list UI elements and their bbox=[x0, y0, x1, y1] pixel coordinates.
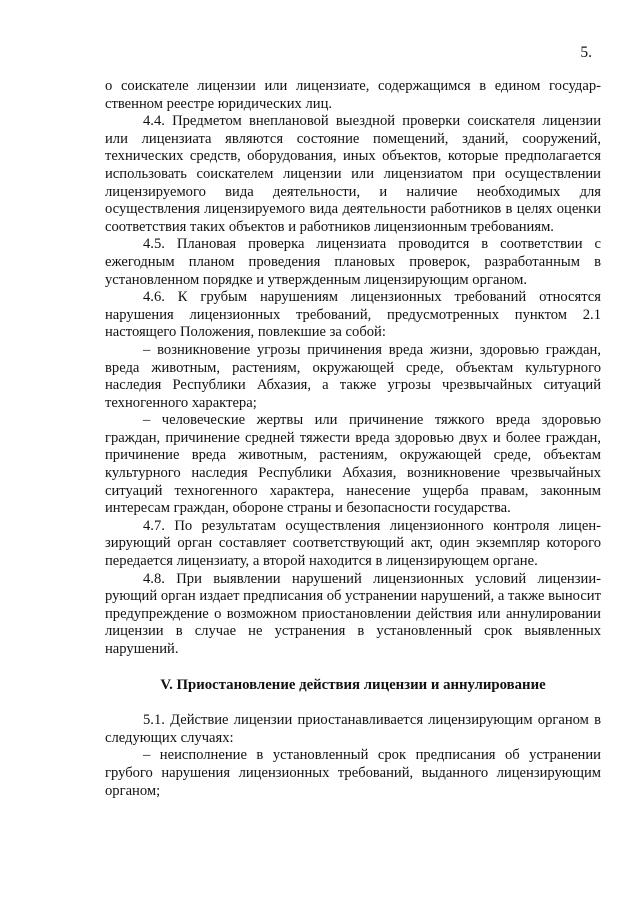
paragraph-4-6: 4.6. К грубым нарушениям лицензионных требований относятся нарушения лицензионных требований, предусмотренных пунктом 2.1 настоящего Положения, повлекшие за собой: bbox=[105, 289, 601, 341]
paragraph-continuation: о соискателе лицензии или лицензиате, содержащимся в едином государственном реестре юридических лиц. bbox=[105, 78, 601, 112]
list-item-4-6-a: – возникновение угрозы причинения вреда жизни, здоровью граждан, вреда животным, растениям, окружающей среде, объектам культурного наследия Республики Абхазия, а также угрозы чрезвычайных ситуаций техногенного характера; bbox=[105, 341, 601, 411]
paragraph-4-7: 4.7. По результатам осуществления лицензионного контроля лицензирующий орган составляет соответствующий акт, один экземпляр которого передается лицензиату, а второй находится в лицензирующем органе. bbox=[105, 517, 601, 570]
list-item-4-6-b: – человеческие жертвы или причинение тяжкого вреда здоровью граждан, причинение средней тяжести вреда здоровью двух и более граждан, причинение вреда животным, растениям, окружающей среде, объектам культурного наследия Республики Абхазия, возникновение чрезвычайных ситуаций техногенного характера, нанесение ущерба правам, законным интересам граждан, обороне страны и безопасности государства. bbox=[105, 412, 601, 517]
paragraph-4-4: 4.4. Предметом внеплановой выездной проверки соискателя лицензии или лицензиата являются состояние помещений, зданий, сооружений, технических средств, оборудования, иных объектов, которые предполагается использовать соискателем лицензии или лицензиатом при осуществлении лицензируемого вида деятельности, и наличие необходимых для осуществления лицензируемого вида деятельности работников в целях оценки соответствия таких объектов и работников лицензионным требованиям. bbox=[105, 113, 601, 235]
paragraph-4-5: 4.5. Плановая проверка лицензиата проводится в соответствии с ежегодным планом проведения плановых проверок, разработанным в установленном порядке и утвержденным лицензирующим органом. bbox=[105, 236, 601, 288]
section-heading: V. Приостановление действия лицензии и аннулирование bbox=[160, 676, 546, 693]
paragraph-4-8: 4.8. При выявлении нарушений лицензионных условий лицензиирующий орган издает предписания об устранении нарушений, а также выносит предупреждение о возможном приостановлении действия или аннулировании лицензии в случае не устранения в установленный срок выявленных нарушений. bbox=[105, 570, 601, 657]
document-body bbox=[105, 78, 601, 800]
page-number: 5. bbox=[580, 44, 592, 61]
paragraph-5-1: 5.1. Действие лицензии приостанавливается лицензирующим органом в следующих случаях: bbox=[105, 712, 601, 746]
list-item-5-1-a: – неисполнение в установленный срок предписания об устранении грубого нарушения лицензионных требований, выданного лицензирующим органом; bbox=[105, 747, 601, 799]
